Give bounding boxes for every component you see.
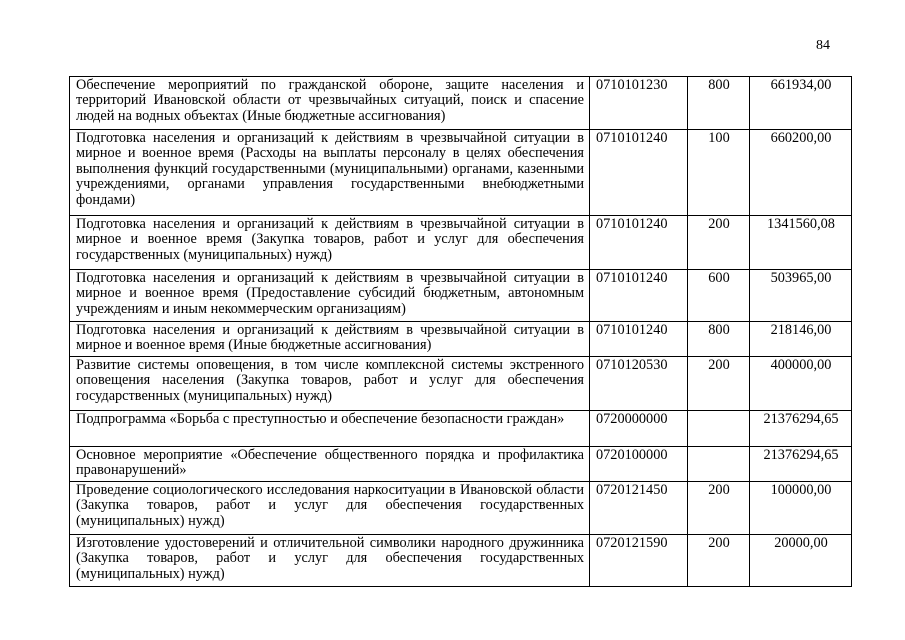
row-description: Подпрограмма «Борьба с преступностью и обеспечение безопасности граждан» [70,411,590,447]
row-amount: 503965,00 [750,270,852,322]
row-description: Развитие системы оповещения, в том числе комплексной системы экстренного оповещения населения (Закупка товаров, работ и услуг для обеспечения государственных (муниципальных) нужд) [70,357,590,411]
row-description: Проведение социологического исследования наркоситуации в Ивановской области (Закупка товаров, работ и услуг для обеспечения государственных (муниципальных) нужд) [70,482,590,535]
row-amount: 100000,00 [750,482,852,535]
row-expense-type: 200 [688,535,750,587]
row-amount: 1341560,08 [750,216,852,270]
row-target-code: 0720100000 [590,447,688,482]
row-description: Подготовка населения и организаций к действиям в чрезвычайной ситуации в мирное и военное время (Расходы на выплаты персоналу в целях обеспечения выполнения функций государственными (муниципальными) органами, казенными учреждениями, органами управления государственными внебюджетными фондами) [70,130,590,216]
row-description: Обеспечение мероприятий по гражданской обороне, защите населения и территорий Ивановской области от чрезвычайных ситуаций, поиск и спасение людей на водных объектах (Иные бюджетные ассигнования) [70,77,590,130]
row-description: Изготовление удостоверений и отличительной символики народного дружинника (Закупка товаров, работ и услуг для обеспечения государственных (муниципальных) нужд) [70,535,590,587]
page-number: 84 [816,38,830,53]
row-amount: 21376294,65 [750,447,852,482]
table-row [70,216,852,270]
budget-table [69,76,852,587]
row-target-code: 0710101240 [590,322,688,357]
row-target-code: 0710101230 [590,77,688,130]
row-description: Подготовка населения и организаций к действиям в чрезвычайной ситуации в мирное и военное время (Предоставление субсидий бюджетным, автономным учреждениям и иным некоммерческим организациям) [70,270,590,322]
row-expense-type: 200 [688,482,750,535]
row-target-code: 0710101240 [590,270,688,322]
row-expense-type: 800 [688,322,750,357]
table-row [70,535,852,587]
row-expense-type: 600 [688,270,750,322]
row-description: Подготовка населения и организаций к действиям в чрезвычайной ситуации в мирное и военное время (Иные бюджетные ассигнования) [70,322,590,357]
row-description: Подготовка населения и организаций к действиям в чрезвычайной ситуации в мирное и военное время (Закупка товаров, работ и услуг для обеспечения государственных (муниципальных) нужд) [70,216,590,270]
table-row [70,270,852,322]
row-expense-type [688,411,750,447]
row-expense-type: 200 [688,216,750,270]
row-amount: 660200,00 [750,130,852,216]
table-row [70,130,852,216]
row-expense-type: 200 [688,357,750,411]
row-amount: 218146,00 [750,322,852,357]
row-target-code: 0710101240 [590,216,688,270]
row-amount: 21376294,65 [750,411,852,447]
row-expense-type [688,447,750,482]
row-amount: 400000,00 [750,357,852,411]
row-expense-type: 800 [688,77,750,130]
table-row [70,482,852,535]
row-target-code: 0720121450 [590,482,688,535]
table-row [70,77,852,130]
row-expense-type: 100 [688,130,750,216]
row-target-code: 0710120530 [590,357,688,411]
row-target-code: 0710101240 [590,130,688,216]
table-row [70,322,852,357]
table-row [70,357,852,411]
row-target-code: 0720121590 [590,535,688,587]
table-row [70,447,852,482]
table-row [70,411,852,447]
row-amount: 661934,00 [750,77,852,130]
row-amount: 20000,00 [750,535,852,587]
row-description: Основное мероприятие «Обеспечение общественного порядка и профилактика правонарушений» [70,447,590,482]
row-target-code: 0720000000 [590,411,688,447]
